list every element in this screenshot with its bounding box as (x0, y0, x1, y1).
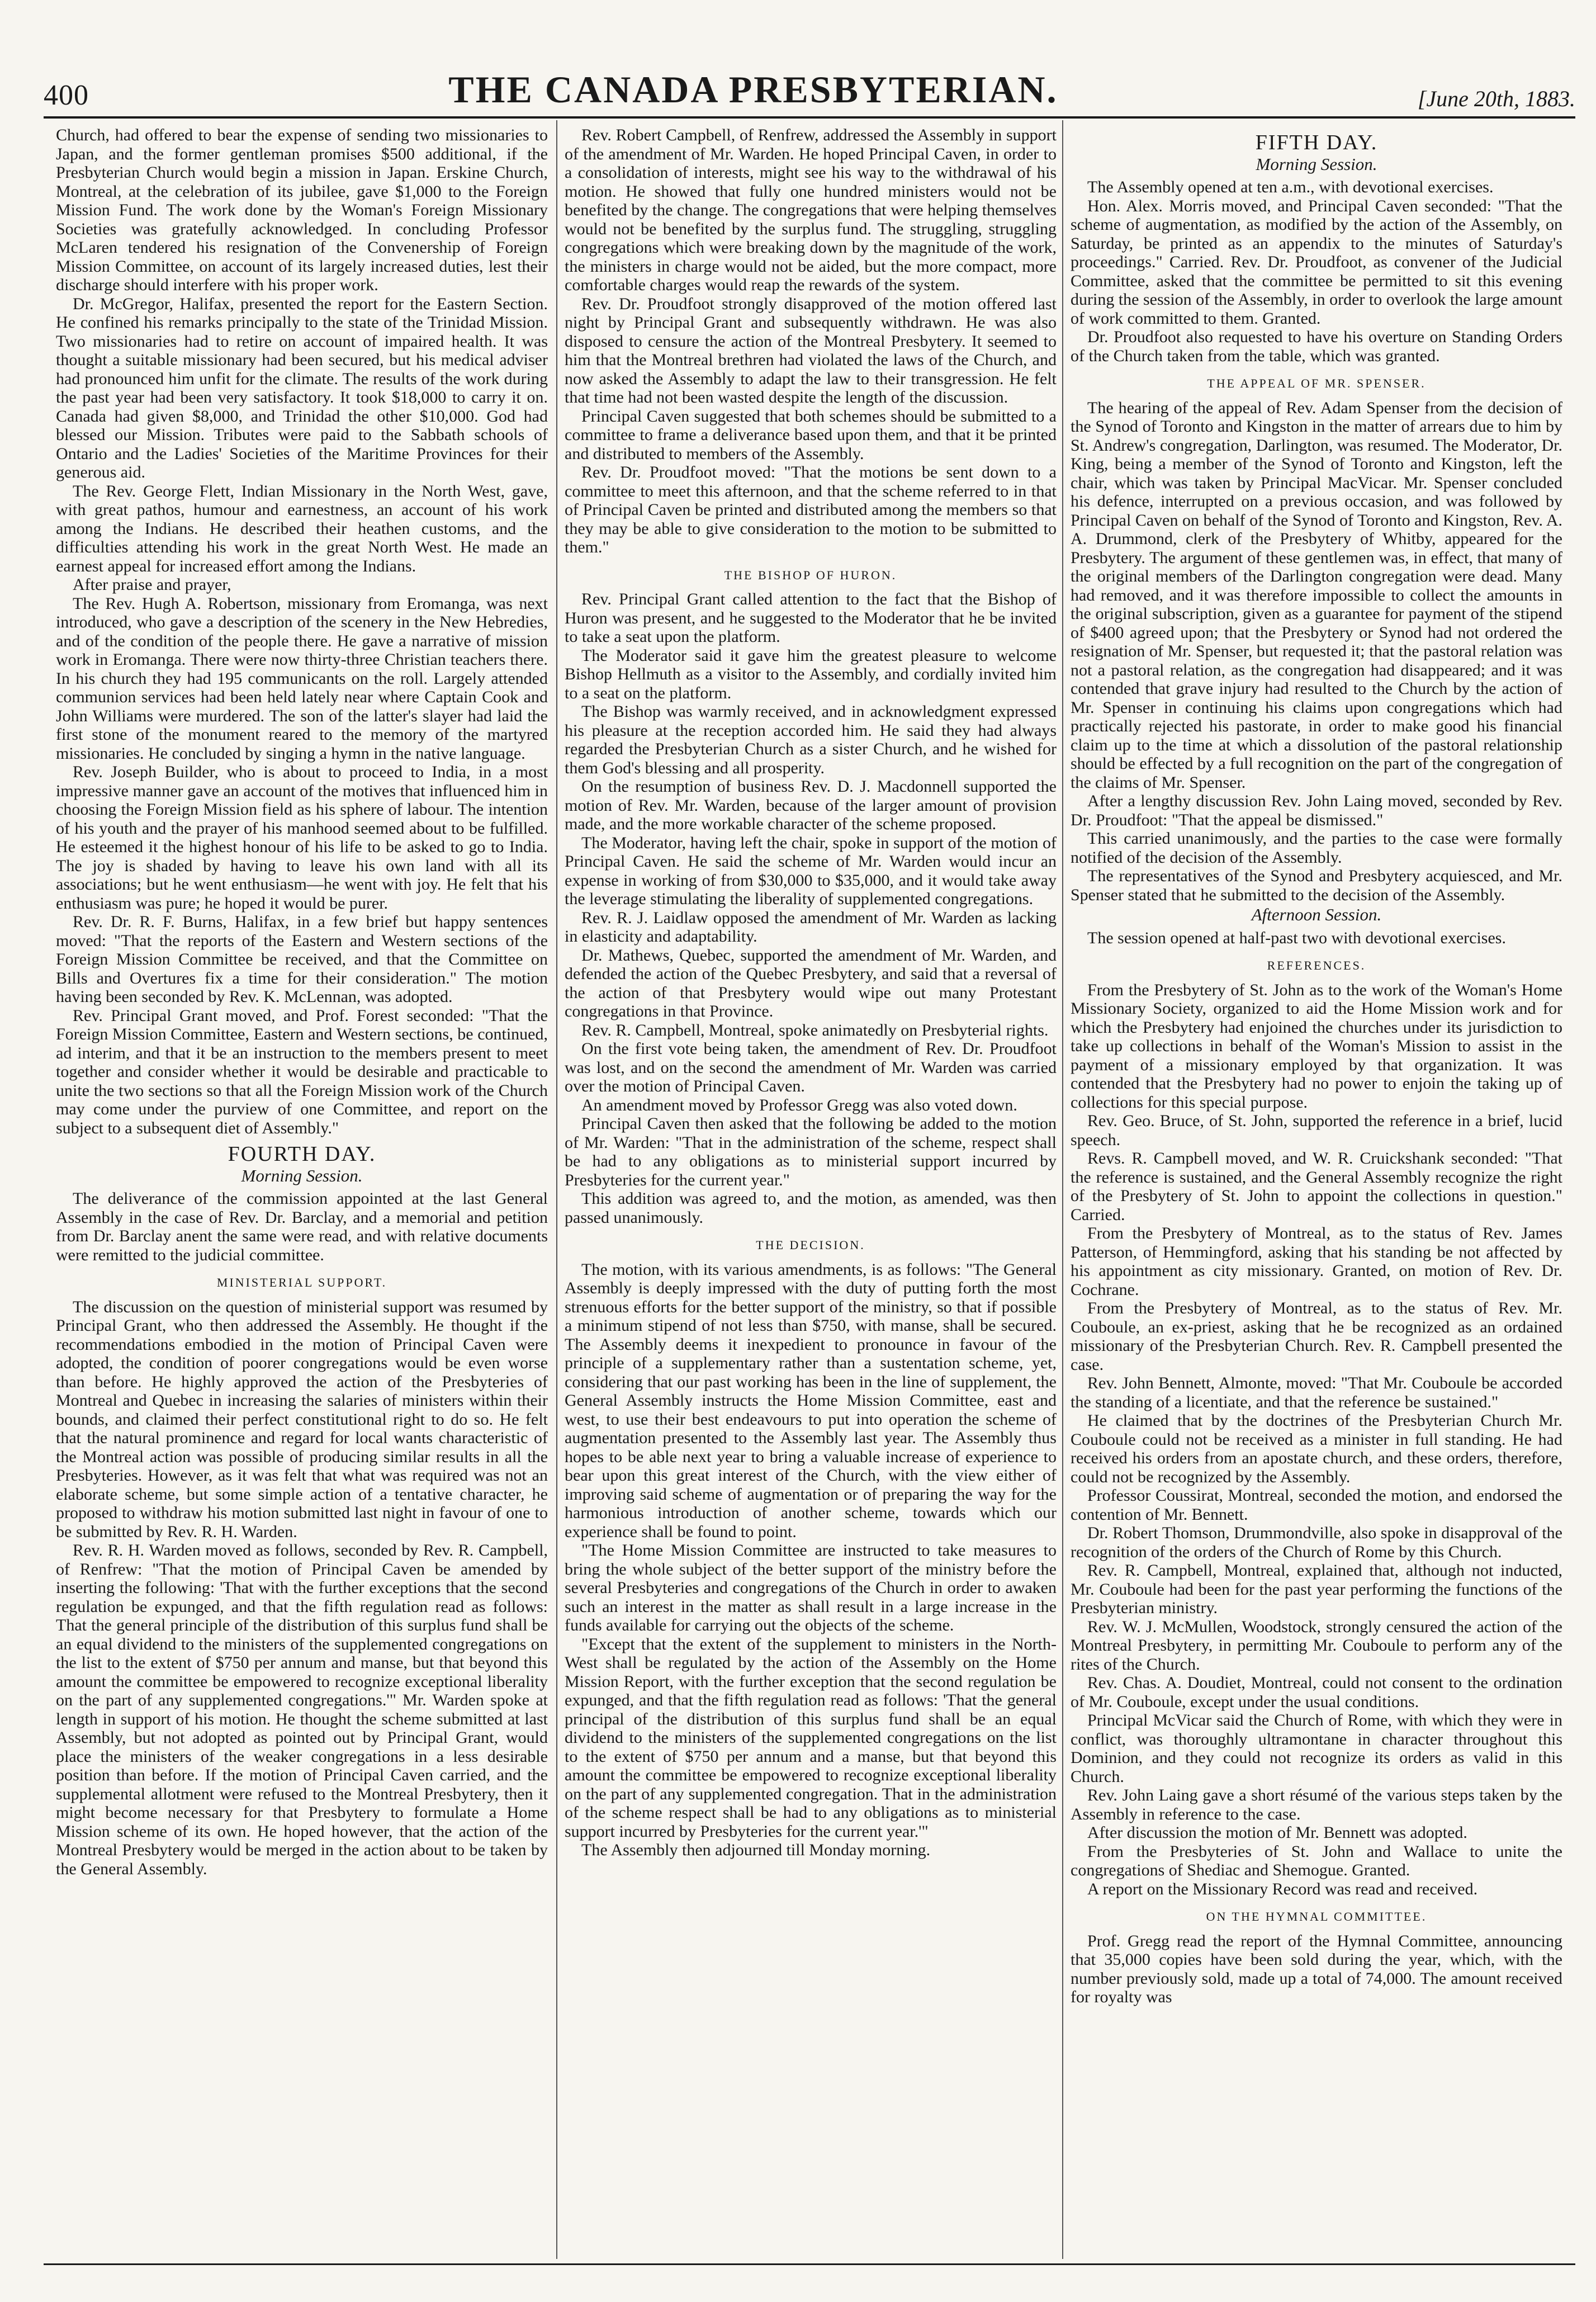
paragraph: The Rev. Hugh A. Robertson, missionary from Eromanga, was next introduced, who gave a description of the scenery in the New Hebredies, and of the condition of the people there. He gave a narrative of mission work in Eromanga. There were now thirty-three Christian teachers there. In his church they had 195 communicants on the roll. Largely attended communion services had been held lately near where Captain Cook and John Williams were murdered. The son of the latter's slayer had laid the first stone of the monument reared to the memory of the martyred missionaries. He concluded by singing a hymn in the native language. (56, 594, 548, 763)
paragraph: From the Presbytery of Montreal, as to the status of Rev. Mr. Couboule, an ex-priest, asking that he be recognized as an ordained missionary of the Presbyterian Church. Rev. R. Campbell presented the case. (1071, 1299, 1562, 1374)
paragraph: The Assembly then adjourned till Monday morning. (581, 1841, 931, 1859)
session-heading: Morning Session. (241, 1165, 363, 1185)
paragraph: Church, had offered to bear the expense of sending two missionaries to Japan, and the former gentleman promises $500 additional, if the Presbyterian Church would begin a mission in Japan. Erskine Church, Montreal, at the celebration of its jubilee, gave $1,000 to the Foreign Mission Fund. The work done by the Woman's Foreign Missionary Societies was gratefully acknowledged. In concluding Professor McLaren tendered his resignation of the Convenership of Foreign Mission Committee, on account of its largely increased duties, lest their discharge should interfere with his proper work. (56, 126, 548, 294)
paragraph: An amendment moved by Professor Gregg was also voted down. (581, 1095, 1017, 1114)
paragraph: Rev. Chas. A. Doudiet, Montreal, could not consent to the ordination of Mr. Couboule, except under the usual conditions. (1071, 1674, 1562, 1711)
paragraph: Rev. R. Campbell, Montreal, spoke animatedly on Presbyterial rights. (581, 1020, 1049, 1039)
paragraph: Hon. Alex. Morris moved, and Principal Caven seconded: "That the scheme of augmentation, as modified by the action of the Assembly, on Saturday, be printed as an appendix to the minutes of Saturday's proceedings." Carried. Rev. Dr. Proudfoot, as convener of the Judicial Committee, asked that the committee be permitted to sit this evening during the session of the Assembly, in order to overlook the large amount of work committed to them. Granted. (1071, 196, 1562, 328)
paragraph: Rev. Principal Grant called attention to the fact that the Bishop of Huron was present, and he suggested to the Moderator that he be invited to take a seat upon the platform. (565, 590, 1057, 646)
paragraph: Rev. Dr. Proudfoot strongly disapproved of the motion offered last night by Principal Grant and subsequently withdrawn. He was also disposed to censure the action of the Montreal Presbytery. It seemed to him that the Montreal brethren had violated the laws of the Church, and now asked the Assembly to adapt the law to their transgression. He felt that time had not been wasted despite the length of the discussion. (565, 294, 1057, 406)
paragraph: "The Home Mission Committee are instructed to take measures to bring the whole subject of the better support of the ministry before the several Presbyteries and congregations of the Church in order to awaken such an interest in the matter as shall result in a large increase in the funds available for carrying out the objects of the scheme. (565, 1541, 1057, 1634)
paragraph: "Except that the extent of the supplement to ministers in the North-West shall be regulated by the action of the Assembly on the Home Mission Report, with the further exception that the second regulation be expunged, and that the fifth regulation read as follows: 'That the general principal of the distribution of this surplus fund shall be an equal dividend to the ministers of the supplemented congregations on the list to the extent of $750 per annum and a manse, but that beyond this amount the committee be empowered to recognize exceptional liberality on the part of any supplemented congregation. That in the administration of the scheme respect shall be had to any obligations as to ministerial support incurred by Presbyteries for the current year.'" (565, 1634, 1057, 1841)
paragraph: Rev. Joseph Builder, who is about to proceed to India, in a most impressive manner gave an account of the motives that influenced him in choosing the Foreign Mission field as his sphere of labour. The intention of his youth and the prayer of his manhood seemed about to be fulfilled. He esteemed it the highest honour of his life to be asked to go to India. The joy is shaded by having to leave his own land with all its associations; but he went enthusiasm—he went with joy. He felt that his enthusiasm was pure; he hoped it would be purer. (56, 763, 548, 913)
paragraph: Prof. Gregg read the report of the Hymnal Committee, announcing that 35,000 copies have been sold during the year, which, with the number previously sold, made up a total of 74,000. The amount received for royalty was (1071, 1931, 1562, 2006)
publication-date: [June 20th, 1883. (1417, 86, 1575, 111)
header-rule (44, 116, 1575, 119)
paragraph: Rev. R. H. Warden moved as follows, seconded by Rev. R. Campbell, of Renfrew: "That the motion of Principal Caven be amended by inserting the following: 'That with the further exceptions that the second regulation be expunged, and that the fifth regulation read as follows: That the general principle of the distribution of this surplus fund shall be an equal dividend to the ministers of the supplemented congregations on the list to the extent of $750 per annum and manse, but that beyond this amount the committee be empowered to recognize exceptional liberality on the part of any supplemented congregations.'" Mr. Warden spoke at length in support of his motion. He thought the scheme submitted at last Assembly, but not adopted as pointed out by Principal Grant, would place the ministers of the weaker congregations in a less desirable position than before. If the motion of Principal Caven carried, and the supplemental allotment were refused to the Montreal Presbytery, then it might become necessary for that Presbytery to formulate a Home Mission scheme of its own. He hoped however, that the action of the Montreal Presbytery would be merged in the action about to be taken by the General Assembly. (56, 1541, 548, 1878)
paragraph: On the resumption of business Rev. D. J. Macdonnell supported the motion of Rev. Mr. Warden, because of the larger amount of provision made, and the more workable character of the scheme proposed. (565, 777, 1057, 833)
column-3 (1071, 126, 1562, 2259)
section-heading: THE BISHOP OF HURON. (724, 568, 897, 582)
column-divider (556, 120, 557, 2259)
paragraph: Rev. Geo. Bruce, of St. John, supported the reference in a brief, lucid speech. (1071, 1112, 1562, 1149)
page-number: 400 (44, 79, 89, 111)
paragraph: Rev. Robert Campbell, of Renfrew, addressed the Assembly in support of the amendment of Mr. Warden. He hoped Principal Caven, in order to a consolidation of interests, might see his way to the withdrawal of his motion. He showed that fully one hundred ministers would not be benefited by the change. The congregations that were helping themselves would not be benefited by the surplus fund. The struggling, struggling congregations which were breaking down by the magnitude of the work, the ministers in charge would not be aided, but the more compact, more comfortable charges would reap the rewards of the system. (565, 126, 1057, 294)
paragraph: After praise and prayer, (73, 575, 231, 594)
paragraph: Rev. John Laing gave a short résumé of the various steps taken by the Assembly in reference to the case. (1071, 1786, 1562, 1823)
paragraph: Professor Coussirat, Montreal, seconded the motion, and endorsed the contention of Mr. Bennett. (1071, 1486, 1562, 1524)
paragraph: The session opened at half-past two with devotional exercises. (1087, 928, 1506, 947)
paragraph: Revs. R. Campbell moved, and W. R. Cruickshank seconded: "That the reference is sustained, and the General Assembly recognize the right of the Presbytery of St. John to appoint the collections in question." Carried. (1071, 1149, 1562, 1224)
paragraph: Principal McVicar said the Church of Rome, with which they were in conflict, was thoroughly ultramontane in character throughout this Dominion, and they could not recognize its orders as valid in this Church. (1071, 1711, 1562, 1786)
paragraph: The Bishop was warmly received, and in acknowledgment expressed his pleasure at the reception accorded him. He said they had always regarded the Presbyterian Church as a sister Church, and he wished for them God's blessing and all prosperity. (565, 702, 1057, 777)
masthead-title: THE CANADA PRESBYTERIAN. (448, 68, 1058, 111)
paragraph: Rev. R. Campbell, Montreal, explained that, although not inducted, Mr. Couboule had been for the past year performing the functions of the Presbyterian ministry. (1071, 1561, 1562, 1617)
column-divider (1062, 120, 1063, 2259)
paragraph: From the Presbytery of Montreal, as to the status of Rev. James Patterson, of Hemmingford, asking that his standing be not affected by his appointment as city missionary. Granted, on motion of Rev. Dr. Cochrane. (1071, 1224, 1562, 1299)
paragraph: Rev. Principal Grant moved, and Prof. Forest seconded: "That the Foreign Mission Committee, Eastern and Western sections, be continued, ad interim, and that it be an instruction to the members present to meet together and consider whether it would be desirable and practicable to unite the two sections so that all the Foreign Mission work of the Church may come under the purview of one Committee, and report on the subject to a subsequent diet of Assembly." (56, 1006, 548, 1137)
session-heading: Morning Session. (1256, 154, 1377, 174)
page-header (44, 67, 1575, 112)
paragraph: The representatives of the Synod and Presbytery acquiesced, and Mr. Spenser stated that he submitted to the decision of the Assembly. (1071, 867, 1562, 904)
paragraph: Rev. Dr. Proudfoot moved: "That the motions be sent down to a committee to meet this afternoon, and that the scheme referred to in that of Principal Caven be printed and distributed among the members so that they may be able to give consideration to the motion to be submitted to them." (565, 463, 1057, 556)
paragraph: Rev. R. J. Laidlaw opposed the amendment of Mr. Warden as lacking in elasticity and adaptability. (565, 908, 1057, 946)
paragraph: The Moderator said it gave him the greatest pleasure to welcome Bishop Hellmuth as a visitor to the Assembly, and cordially invited him to a seat on the platform. (565, 646, 1057, 702)
paragraph: Rev. W. J. McMullen, Woodstock, strongly censured the action of the Montreal Presbytery, in permitting Mr. Couboule to perform any of the rites of the Church. (1071, 1617, 1562, 1674)
paragraph: The Assembly opened at ten a.m., with devotional exercises. (1087, 178, 1494, 196)
column-2 (565, 126, 1057, 2259)
section-heading: MINISTERIAL SUPPORT. (216, 1275, 387, 1289)
paragraph: He claimed that by the doctrines of the Presbyterian Church Mr. Couboule could not be received as a minister in full standing. He had received his orders from an apostate church, and these orders, therefore, could not be recognized by the Assembly. (1071, 1411, 1562, 1486)
day-heading: FOURTH DAY. (228, 1142, 376, 1166)
paragraph: From the Presbyteries of St. John and Wallace to unite the congregations of Shediac and Shemogue. Granted. (1071, 1842, 1562, 1879)
paragraph: The Rev. George Flett, Indian Missionary in the North West, gave, with great pathos, humour and earnestness, an account of his work among the Indians. He described their heathen customs, and the difficulties attending his work in the great North West. He made an earnest appeal for increased effort among the Indians. (56, 481, 548, 575)
paragraph: Principal Caven then asked that the following be added to the motion of Mr. Warden: "That in the administration of the scheme, respect shall be had to any obligations as to ministerial support incurred by Presbyteries for the current year." (565, 1114, 1057, 1189)
paragraph: Dr. McGregor, Halifax, presented the report for the Eastern Section. He confined his remarks principally to the state of the Trinidad Mission. Two missionaries had to retire on account of impaired health. It was thought a suitable missionary had been secured, but his medical adviser had pronounced him unfit for the climate. The results of the work during the past year had been very satisfactory. It took $18,000 to carry it on. Canada had given $8,000, and Trinidad the other $10,000. God had blessed our Mission. Tributes were paid to the Sabbath schools of Ontario and the Ladies' Societies of the Maritime Provinces for their generous aid. (56, 294, 548, 481)
section-heading: THE DECISION. (756, 1238, 865, 1252)
footer-rule (44, 2263, 1575, 2265)
paragraph: After a lengthy discussion Rev. John Laing moved, seconded by Rev. Dr. Proudfoot: "That the appeal be dismissed." (1071, 792, 1562, 829)
paragraph: The deliverance of the commission appointed at the last General Assembly in the case of Rev. Dr. Barclay, and a memorial and petition from Dr. Barclay anent the same were read, and with relative documents were remitted to the judicial committee. (56, 1189, 548, 1264)
paragraph: The Moderator, having left the chair, spoke in support of the motion of Principal Caven. He said the scheme of Mr. Warden would incur an expense in working of from $30,000 to $35,000, and it would take away the leverage stimulating the liberality of supplemented congregations. (565, 833, 1057, 908)
paragraph: A report on the Missionary Record was read and received. (1087, 1879, 1478, 1898)
paragraph: This addition was agreed to, and the motion, as amended, was then passed unanimously. (565, 1189, 1057, 1227)
paragraph: Dr. Robert Thomson, Drummondville, also spoke in disapproval of the recognition of the orders of the Church of Rome by this Church. (1071, 1524, 1562, 1561)
paragraph: Dr. Proudfoot also requested to have his overture on Standing Orders of the Church taken from the table, which was granted. (1071, 328, 1562, 365)
column-1 (56, 126, 548, 2259)
paragraph: Rev. John Bennett, Almonte, moved: "That Mr. Couboule be accorded the standing of a licentiate, and that the reference be sustained." (1071, 1374, 1562, 1411)
paragraph: The discussion on the question of ministerial support was resumed by Principal Grant, who then addressed the Assembly. He thought if the recommendations embodied in the motion of Principal Caven were adopted, the condition of poorer congregations would be even worse than before. He highly approved the action of the Presbyteries of Montreal and Quebec in increasing the salaries of ministers within their bounds, and claimed their perfect constitutional right to do so. He felt that the natural prominence and regard for local wants characteristic of the Montreal action was possible of producing similar results in all the Presbyteries. However, as it was felt that what was required was not an elaborate scheme, but some simple action of a tentative character, he proposed to withdraw his motion submitted last night in favour of one to be submitted by Rev. R. H. Warden. (56, 1297, 548, 1541)
section-heading: ON THE HYMNAL COMMITTEE. (1206, 1909, 1427, 1923)
paragraph: Dr. Mathews, Quebec, supported the amendment of Mr. Warden, and defended the action of the Quebec Presbytery, and said that a reversal of the action of that Presbytery would wipe out many Protestant congregations in that Province. (565, 946, 1057, 1020)
session-heading: Afternoon Session. (1251, 905, 1382, 924)
paragraph: This carried unanimously, and the parties to the case were formally notified of the decision of the Assembly. (1071, 829, 1562, 867)
paragraph: Principal Caven suggested that both schemes should be submitted to a committee to frame a deliverance based upon them, and that it be printed and distributed to members of the Assembly. (565, 406, 1057, 463)
paragraph: On the first vote being taken, the amendment of Rev. Dr. Proudfoot was lost, and on the second the amendment of Mr. Warden was carried over the motion of Principal Caven. (565, 1039, 1057, 1095)
paragraph: The hearing of the appeal of Rev. Adam Spenser from the decision of the Synod of Toronto and Kingston in the matter of arrears due to him by St. Andrew's congregation, Darlington, was resumed. The Moderator, Dr. King, being a member of the Synod of Toronto and Kingston, left the chair, which was taken by Principal MacVicar. Mr. Spenser concluded his defence, interrupted on a previous occasion, and was followed by Principal Caven on behalf of the Synod of Toronto and Kingston, Rev. A. A. Drummond, clerk of the Presbytery of Whitby, appeared for the Presbytery. The argument of these gentlemen was, in effect, that many of the original members of the Darlington congregation were dead. Many had removed, and it was therefore impossible to collect the amounts in the original subscription, given as a guarantee for payment of the stipend of $400 agreed upon; that the Presbytery or Synod had not ordered the resignation of Mr. Spenser, but requested it; that the pastoral relation was not a pastoral relation, as the congregation had disappeared; and it was contended that grave injury had resulted to the Church by the action of Mr. Spenser in continuing his claims upon congregations which had practically rejected his pastorate, in order to make good his financial claim up to the time at which a dissolution of the pastoral relationship should be effected by a full recognition on the part of the congregation of the claims of Mr. Spenser. (1071, 398, 1562, 792)
paragraph: After discussion the motion of Mr. Bennett was adopted. (1087, 1823, 1467, 1842)
paragraph: From the Presbytery of St. John as to the work of the Woman's Home Missionary Society, organized to aid the Home Mission work and for which the Presbytery had enjoined the churches under its jurisdiction to take up collections in behalf of the Woman's Mission to assist in the payment of a missionary employed by that organization. It was contended that the Presbytery had no power to enjoin the taking up of collections for this special purpose. (1071, 980, 1562, 1112)
section-heading: THE APPEAL OF MR. SPENSER. (1207, 376, 1426, 390)
day-heading: FIFTH DAY. (1255, 131, 1378, 154)
section-heading: REFERENCES. (1267, 958, 1366, 972)
paragraph: Rev. Dr. R. F. Burns, Halifax, in a few brief but happy sentences moved: "That the reports of the Eastern and Western sections of the Foreign Mission Committee be received, and that the Committee on Bills and Overtures fix a time for their consideration." The motion having been seconded by Rev. K. McLennan, was adopted. (56, 913, 548, 1006)
paragraph: The motion, with its various amendments, is as follows: "The General Assembly is deeply impressed with the duty of putting forth the most strenuous efforts for the better support of the ministry, so that if possible a minimum stipend of not less than $750, with manse, shall be secured. The Assembly deems it inexpedient to pronounce in favour of the principle of a supplementary rather than a sustentation scheme, yet, considering that our past working has been in the line of supplement, the General Assembly instructs the Home Mission Committee, east and west, to use their best endeavours to put into operation the scheme of augmentation presented to the Assembly last year. The Assembly thus hopes to be able next year to bring a valuable increase of experience to bear upon this great interest of the Church, with the view either of improving said scheme of augmentation or of preparing the way for the harmonious introduction of another scheme, towards which our experience shall be found to point. (565, 1260, 1057, 1541)
